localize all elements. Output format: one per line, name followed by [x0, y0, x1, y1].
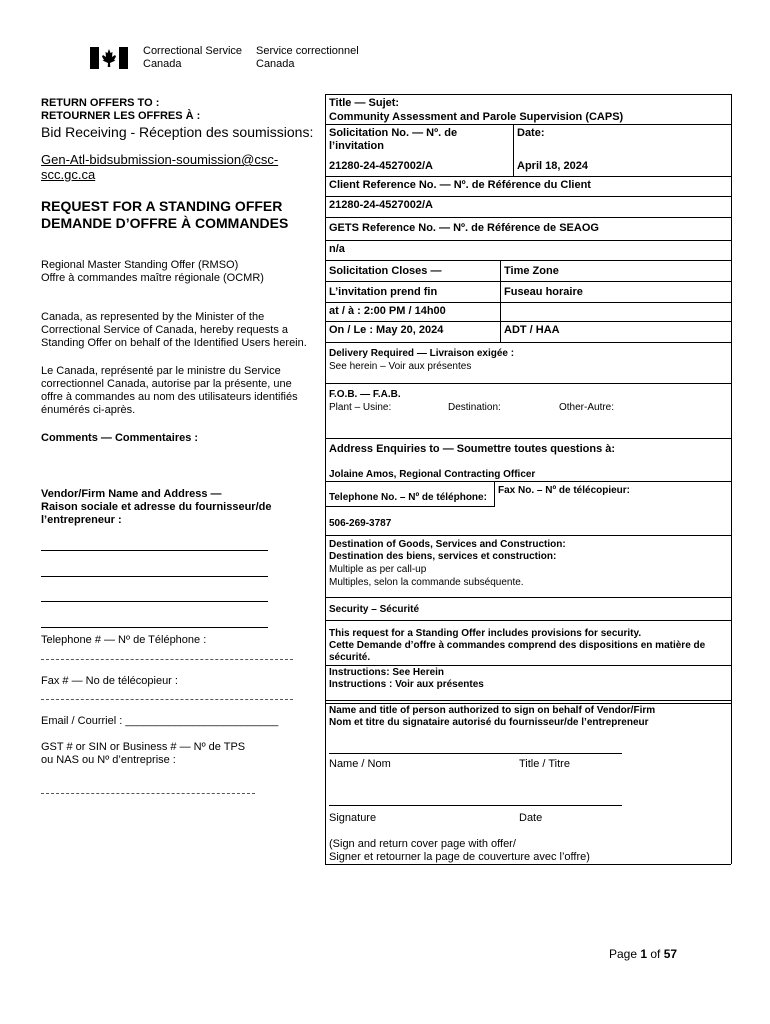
divider — [494, 481, 495, 506]
vendor-line-field-3[interactable] — [41, 601, 268, 602]
divider — [325, 217, 731, 218]
fob-other: Other-Autre: — [559, 402, 615, 413]
client-ref-label: Client Reference No. — Nº. de Référence du Client — [329, 179, 591, 191]
enquiries-label: Address Enquiries to — Soumettre toutes questions à: — [329, 443, 616, 455]
signature-field[interactable] — [329, 805, 622, 806]
destination-label-en: Destination of Goods, Services and Construction: — [329, 539, 566, 550]
security-fr-2: sécurité. — [329, 652, 371, 663]
destination-value-en: Multiple as per call-up — [329, 564, 427, 575]
org-name-fr — [256, 45, 359, 71]
solicitation-label-line: Solicitation No. — Nº. de — [329, 127, 458, 139]
title-label: Title / Titre — [519, 758, 570, 770]
fax-label: Fax # — No de télécopieur : — [41, 675, 178, 687]
phone-value: 506-269-3787 — [329, 518, 392, 529]
divider — [325, 281, 731, 282]
divider — [325, 481, 731, 482]
closes-label: Solicitation Closes — — [329, 265, 442, 277]
destination-value-fr: Multiples, selon la commande subséquente. — [329, 577, 524, 588]
bid-receiving: Bid Receiving - Réception des soumissions: — [41, 124, 314, 140]
comments-label: Comments — Commentaires : — [41, 432, 199, 444]
rmso-block — [41, 259, 264, 285]
divider — [325, 620, 731, 621]
request-paragraph-en — [41, 311, 307, 350]
box-top-border — [325, 94, 731, 95]
divider — [325, 196, 731, 197]
divider — [325, 302, 731, 303]
request-paragraph-fr — [41, 365, 298, 417]
fob-destination: Destination: — [448, 402, 501, 413]
closes-time: at / à : 2:00 PM / 14h00 — [329, 305, 446, 317]
divider — [325, 342, 731, 343]
return-note — [329, 838, 590, 864]
gst-label — [41, 741, 245, 767]
vendor-line-field-4[interactable] — [41, 627, 268, 628]
return-fr: RETOURNER LES OFFRES À : — [41, 110, 201, 122]
date-label: Date: — [517, 127, 545, 139]
fob-plant: Plant – Usine: — [329, 402, 392, 413]
phone-label: Telephone No. – Nº de téléphone: — [329, 492, 487, 503]
divider — [325, 260, 731, 261]
closes-date: On / Le : May 20, 2024 — [329, 324, 444, 336]
name-label: Name / Nom — [329, 758, 391, 770]
vendor-line: Vendor/Firm Name and Address — — [41, 488, 222, 500]
gets-ref-label: GETS Reference No. — Nº. de Référence de SEAOG — [329, 222, 599, 234]
email-line1[interactable]: Gen-Atl-bidsubmission-soumission@csc- — [41, 152, 279, 167]
title-subject-label: Title — Sujet: — [329, 97, 400, 109]
rmso-en: Regional Master Standing Offer (RMSO) — [41, 259, 239, 271]
vendor-line: l’entrepreneur : — [41, 514, 122, 526]
return-offers-label — [41, 97, 200, 123]
page-of: of — [647, 947, 664, 961]
divider — [325, 665, 731, 666]
sign-label-en: Name and title of person authorized to sign on behalf of Vendor/Firm — [329, 705, 656, 716]
box-right-border — [731, 94, 732, 864]
divider — [325, 176, 731, 177]
document-title — [41, 198, 288, 232]
time-zone-label-fr: Fuseau horaire — [504, 286, 583, 298]
fax-field[interactable] — [41, 699, 293, 700]
instructions-en: Instructions: See Herein — [329, 667, 445, 678]
name-title-field[interactable] — [329, 753, 622, 754]
solicitation-no-label — [329, 127, 457, 153]
box-bottom-border — [325, 864, 731, 865]
enquiries-name: Jolaine Amos, Regional Contracting Officer — [329, 469, 536, 480]
destination-label-fr: Destination des biens, services et construction: — [329, 551, 557, 562]
return-note-line: Signer et retourner la page de couverture avec l’offre) — [329, 851, 590, 863]
date-value: April 18, 2024 — [517, 160, 588, 172]
divider — [325, 321, 731, 322]
title-fr: DEMANDE D’OFFRE À COMMANDES — [41, 215, 289, 231]
vendor-line-field-2[interactable] — [41, 576, 268, 577]
vendor-line-field-1[interactable] — [41, 550, 268, 551]
para-en-line: Canada, as represented by the Minister of the — [41, 311, 265, 323]
box-left-border — [325, 94, 326, 864]
instructions-fr: Instructions : Voir aux présentes — [329, 679, 484, 690]
time-zone-label: Time Zone — [504, 265, 559, 277]
canada-flag-logo — [90, 47, 128, 69]
divider — [325, 703, 731, 704]
org-fr-line1: Service correctionnel — [256, 45, 359, 57]
divider — [325, 506, 495, 507]
client-ref-value: 21280-24-4527002/A — [329, 199, 433, 211]
page-total: 57 — [663, 947, 678, 961]
time-zone-value: ADT / HAA — [504, 324, 560, 336]
divider — [500, 260, 501, 342]
para-en-line: Correctional Service of Canada, hereby requests a — [41, 324, 289, 336]
solicitation-label-line: l’invitation — [329, 140, 384, 152]
solicitation-no-value: 21280-24-4527002/A — [329, 160, 433, 172]
delivery-label: Delivery Required — Livraison exigée : — [329, 348, 515, 359]
delivery-value: See herein – Voir aux présentes — [329, 361, 472, 372]
security-en: This request for a Standing Offer includes provisions for security. — [329, 628, 642, 639]
divider — [325, 535, 731, 536]
org-fr-line2: Canada — [256, 58, 295, 70]
gst-line: ou NAS ou Nº d’entreprise : — [41, 754, 176, 766]
para-fr-line: Le Canada, représenté par le ministre du Service — [41, 365, 281, 377]
return-en: RETURN OFFERS TO : — [41, 97, 160, 109]
para-fr-line: offre à commandes au nom des utilisateurs identifiés — [41, 391, 298, 403]
gst-line: GST # or SIN or Business # — Nº de TPS — [41, 741, 246, 753]
gst-field[interactable] — [41, 793, 255, 794]
divider — [325, 700, 731, 701]
divider — [325, 597, 731, 598]
divider — [325, 240, 731, 241]
page-prefix: Page — [609, 947, 641, 961]
org-en-line1: Correctional Service — [143, 45, 243, 57]
divider — [325, 383, 731, 384]
email-field-label: Email / Courriel : _________________________ — [41, 715, 279, 727]
bid-email-link[interactable] — [41, 152, 278, 182]
vendor-label — [41, 488, 271, 527]
org-name-en — [143, 45, 242, 71]
security-label: Security – Sécurité — [329, 604, 420, 615]
fax-no-label: Fax No. – Nº de télécopieur: — [498, 485, 631, 496]
org-en-line2: Canada — [143, 58, 182, 70]
para-en-line: Standing Offer on behalf of the Identified Users herein. — [41, 337, 307, 349]
divider — [325, 124, 731, 125]
title-subject-value: Community Assessment and Parole Supervision (CAPS) — [329, 111, 624, 123]
para-fr-line: correctionnel Canada, autorise par la présente, une — [41, 378, 292, 390]
vendor-line: Raison sociale et adresse du fournisseur/de — [41, 501, 272, 513]
telephone-label: Telephone # — Nº de Téléphone : — [41, 634, 207, 646]
para-fr-line: énumérés ci-après. — [41, 404, 136, 416]
page-current: 1 — [640, 947, 648, 961]
signature-label: Signature — [329, 812, 377, 824]
email-line2[interactable]: scc.gc.ca — [41, 167, 96, 182]
title-en: REQUEST FOR A STANDING OFFER — [41, 198, 283, 214]
telephone-field[interactable] — [41, 659, 293, 660]
return-note-line: (Sign and return cover page with offer/ — [329, 838, 516, 850]
divider — [325, 438, 731, 439]
rmso-fr: Offre à commandes maître régionale (OCMR) — [41, 272, 264, 284]
date-sign-label: Date — [519, 812, 543, 824]
sign-label-fr: Nom et titre du signataire autorisé du fournisseur/de l’entrepreneur — [329, 717, 649, 728]
security-fr-1: Cette Demande d’offre à commandes comprend des dispositions en matière de — [329, 640, 706, 651]
page-number — [609, 947, 677, 962]
divider — [513, 124, 514, 176]
fob-label: F.O.B. — F.A.B. — [329, 389, 401, 400]
gets-ref-value: n/a — [329, 243, 345, 255]
closes-label-fr: L’invitation prend fin — [329, 286, 438, 298]
